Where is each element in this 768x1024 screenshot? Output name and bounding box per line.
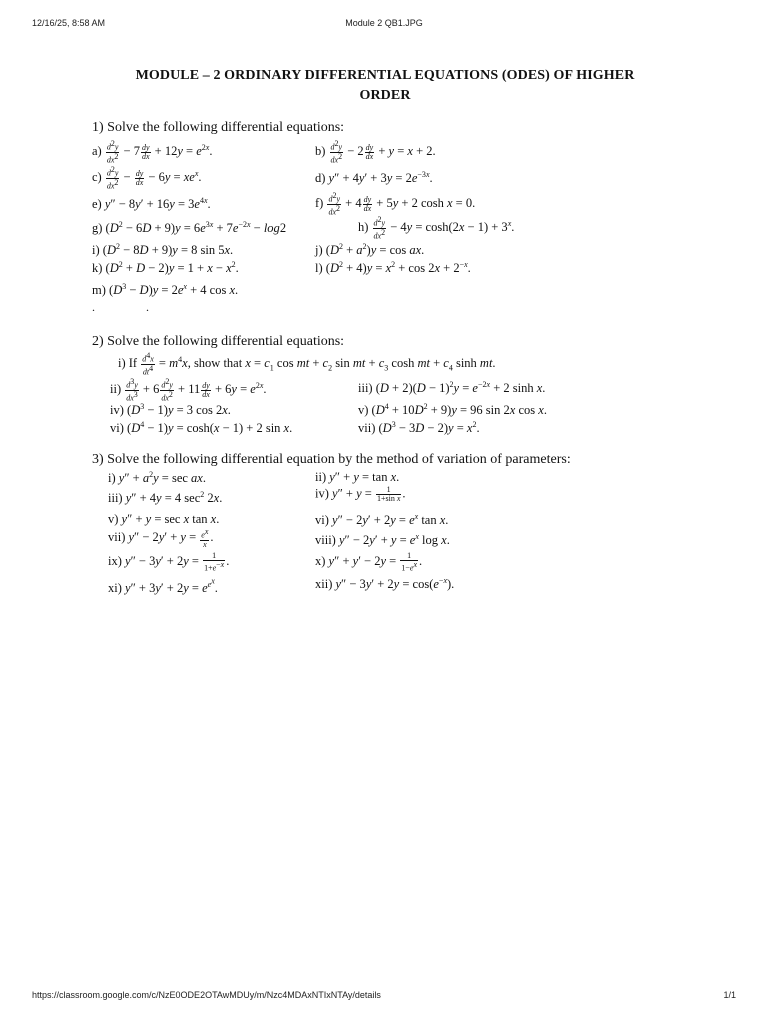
equation-3vi: vi) $y'' - 2y' + 2y = e^x$ tan x. [315,512,449,528]
equation-2ii: ii) $\frac{d^3y}{dx^3}$ + 6 $\frac{d^2y}{dx^2}$ + 11 $\frac{dy}{dx}$ + $6y = e^{2x}$. [110,377,267,403]
title-line-1: MODULE – 2 ORDINARY DIFFERENTIAL EQUATIONS (ODES) OF HIGHER [135,68,635,83]
section-1-heading: 1) Solve the following differential equations: [92,120,345,135]
equation-1m: m) $(D^3 - D)y = 2e^x + 4$ cos x. [92,282,239,298]
document-title [90,66,680,106]
equation-1f: f) $\frac{d^2y}{dx^2}$ + 4 $\frac{dy}{dx}$ + 5y + 2 cosh x = 0. [315,191,476,217]
equation-2iii: iii) $(D + 2)(D - 1)^2y = e^{-2x} + 2$ sinh x. [358,380,546,396]
equation-1j: j) $(D^2 + a^2)y = \cos$ ax. [315,242,425,258]
equation-1d: d) $y'' + 4y' + 3y = 2e^{-3x}$. [315,170,433,186]
equation-1l: l) $(D^2 + 4)y = x^2 + \cos 2x + 2^{-x}$. [315,260,471,276]
equation-3vii: vii) y″ − 2y′ + y = $\frac{e^x}{x}$ . [108,527,214,549]
print-file-title: Module 2 QB1.JPG [345,18,423,28]
equation-1a: a) $\frac{d^2y}{dx^2}$ − 7 $\frac{dy}{dx}$ + $12y = e^{2x}$. [92,139,213,165]
equation-3iii: iii) y″ + 4y = 4 $\sec^2 2x$. [108,490,223,506]
equation-3viii: viii) $y'' - 2y' + y = e^x$ log x. [315,532,450,548]
equation-1h: h) $\frac{d^2y}{dx^2}$ − $4y = \cosh(2x - 1) + 3^x$. [358,215,515,241]
equation-1g: g) $(D^2 - 6D + 9)y = 6e^{3x} + 7e^{-2x} - \log 2$ [92,220,287,236]
equation-3v: v) y″ + y = sec x tan x. [108,512,220,526]
print-url: https://classroom.google.com/c/NzE0ODE2OTAwMDUy/m/Nzc4MDAxNTIxNTAy/details [32,990,381,1000]
print-header [32,18,736,32]
equation-2vii: vii) $(D^3 - 3D - 2)y = x^2$. [358,420,480,436]
equation-3xi: xi) $y'' + 3y' + 2y = e^{e^x}$. [108,576,218,595]
equation-2iv: iv) $(D^3 - 1)y = 3$ cos 2x. [110,402,231,418]
print-datetime: 12/16/25, 8:58 AM [32,18,106,28]
stray-dot: . [92,300,95,314]
equation-2vi: vi) $(D^4 - 1)y = \cosh(x - 1) + 2$ sin x. [110,420,293,436]
equation-3ii: ii) y″ + y = tan x. [315,470,400,484]
equation-1i: i) $(D^2 - 8D + 9)y = 8$ sin 5x. [92,242,234,258]
equation-1e: e) $y'' - 8y' + 16y = 3e^{4x}$. [92,196,211,212]
equation-3xii: xii) $y'' - 3y' + 2y = \cos(e^{-x})$. [315,576,455,592]
equation-2i: i) If $\frac{d^4x}{dt^4}$ = $m^4x$, show that $x = c_1$ cos mt + $c_2$ sin mt + $c_3$ cosh mt + $c_4$ sinh mt. [118,351,496,377]
equation-3ix: ix) y″ − 3y′ + 2y = $\frac{1}{1+e^{-x}}$ . [108,551,230,573]
stray-dot: . [146,300,149,314]
title-line-2: ORDER [359,88,411,103]
print-page-number: 1/1 [723,990,736,1000]
equation-3iv: iv) y″ + y = $\frac{1}{\text{1+sin x}}$ . [315,485,406,503]
equation-2v: v) $(D^4 + 10D^2 + 9)y = 96$ sin 2x cos x. [358,402,547,418]
equation-3x: x) y″ + y′ − 2y = $\frac{1}{1-e^x}$ . [315,551,423,573]
equation-3i: i) $y'' + a^2y = \sec$ ax. [108,470,206,486]
section-2-heading: 2) Solve the following differential equations: [92,334,345,349]
equation-1k: k) $(D^2 + D - 2)y = 1 + x - x^2$. [92,260,239,276]
equation-1c: c) $\frac{d^2y}{dx^2}$ − $\frac{dy}{dx}$ − $6y = xe^x$. [92,165,202,191]
print-footer [32,990,736,1004]
section-3-heading: 3) Solve the following differential equation by the method of variation of parameters: [92,452,571,467]
equation-1b: b) $\frac{d^2y}{dx^2}$ − 2 $\frac{dy}{dx}$ + y = x + 2. [315,139,436,165]
